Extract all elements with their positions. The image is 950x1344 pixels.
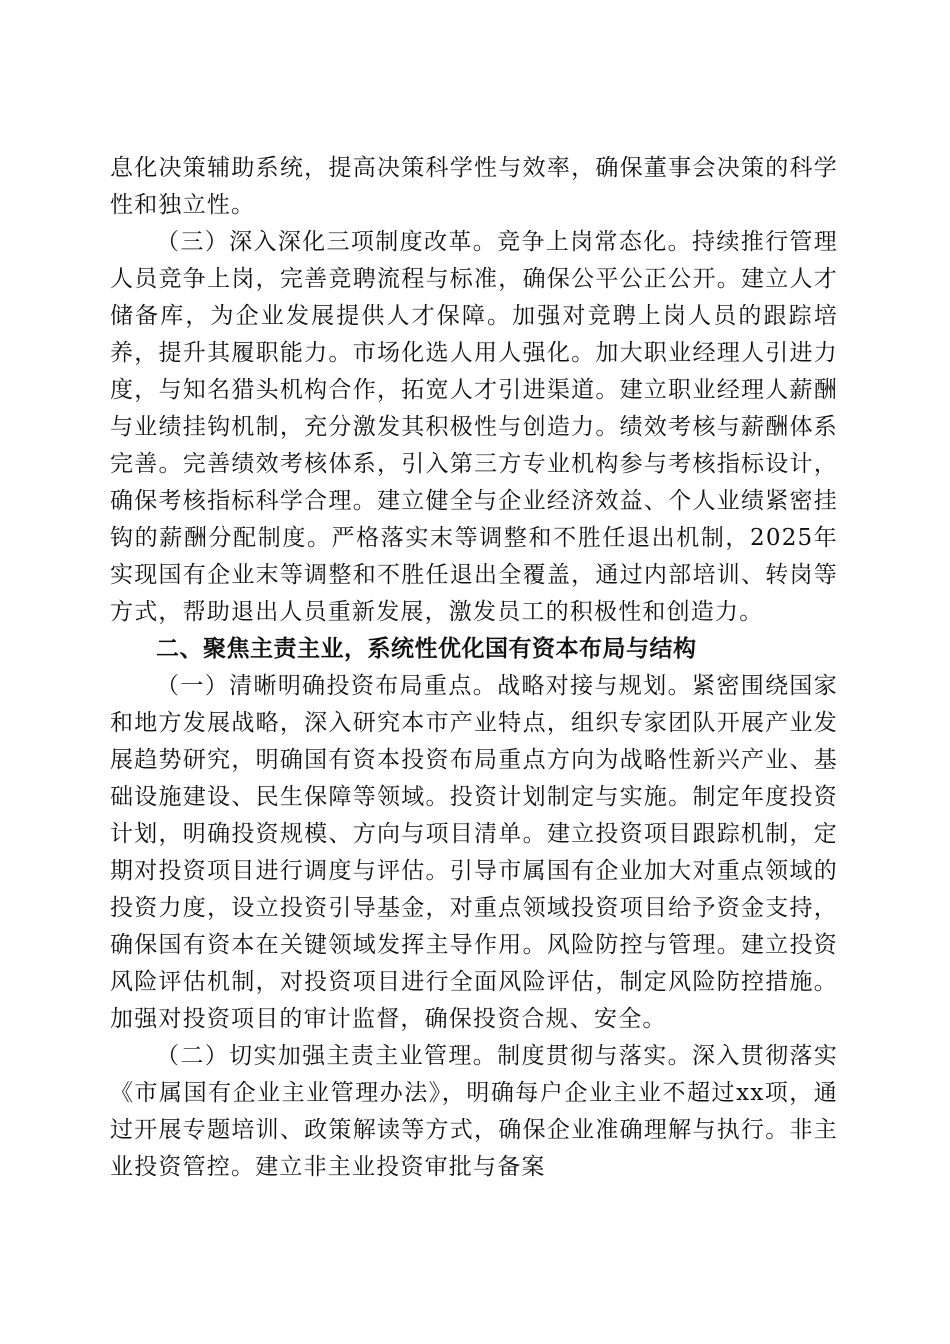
paragraph-main-business-management: （二）切实加强主责主业管理。制度贯彻与落实。深入贯彻落实《市属国有企业主业管理办法》，明确每户企业主业不超过xx项，通过开展专题培训、政策解读等方式，确保企业准确理解与执行。非主业投资管控。建立非主业投资审批与备案 — [110, 1043, 838, 1180]
document-page — [110, 150, 838, 1186]
paragraph-three-systems-reform: （三）深入深化三项制度改革。竞争上岗常态化。持续推行管理人员竞争上岗，完善竞聘流程与标准，确保公平公正公开。建立人才储备库，为企业发展提供人才保障。加强对竞聘上岗人员的跟踪培养，提升其履职能力。市场化选人用人强化。加大职业经理人引进力度，与知名猎头机构合作，拓宽人才引进渠道。建立职业经理人薪酬与业绩挂钩机制，充分激发其积极性与创造力。绩效考核与薪酬体系完善。完善绩效考核体系，引入第三方专业机构参与考核指标设计，确保考核指标科学合理。建立健全与企业经济效益、个人业绩紧密挂钩的薪酬分配制度。严格落实末等调整和不胜任退出机制，2025年实现国有企业末等调整和不胜任退出全覆盖，通过内部培训、转岗等方式，帮助退出人员重新发展，激发员工的积极性和创造力。 — [110, 229, 838, 625]
paragraph-continuation: 息化决策辅助系统，提高决策科学性与效率，确保董事会决策的科学性和独立性。 — [110, 155, 838, 218]
paragraph-investment-layout: （一）清晰明确投资布局重点。战略对接与规划。紧密围绕国家和地方发展战略，深入研究本市产业特点，组织专家团队开展产业发展趋势研究，明确国有资本投资布局重点方向为战略性新兴产业、基础设施建设、民生保障等领域。投资计划制定与实施。制定年度投资计划，明确投资规模、方向与项目清单。建立投资项目跟踪机制，定期对投资项目进行调度与评估。引导市属国有企业加大对重点领域的投资力度，设立投资引导基金，对重点领域投资项目给予资金支持，确保国有资本在关键领域发挥主导作用。风险防控与管理。建立投资风险评估机制，对投资项目进行全面风险评估，制定风险防控措施。加强对投资项目的审计监督，确保投资合规、安全。 — [110, 673, 838, 1032]
section-heading-2: 二、聚焦主责主业，系统性优化国有资本布局与结构 — [156, 636, 697, 662]
